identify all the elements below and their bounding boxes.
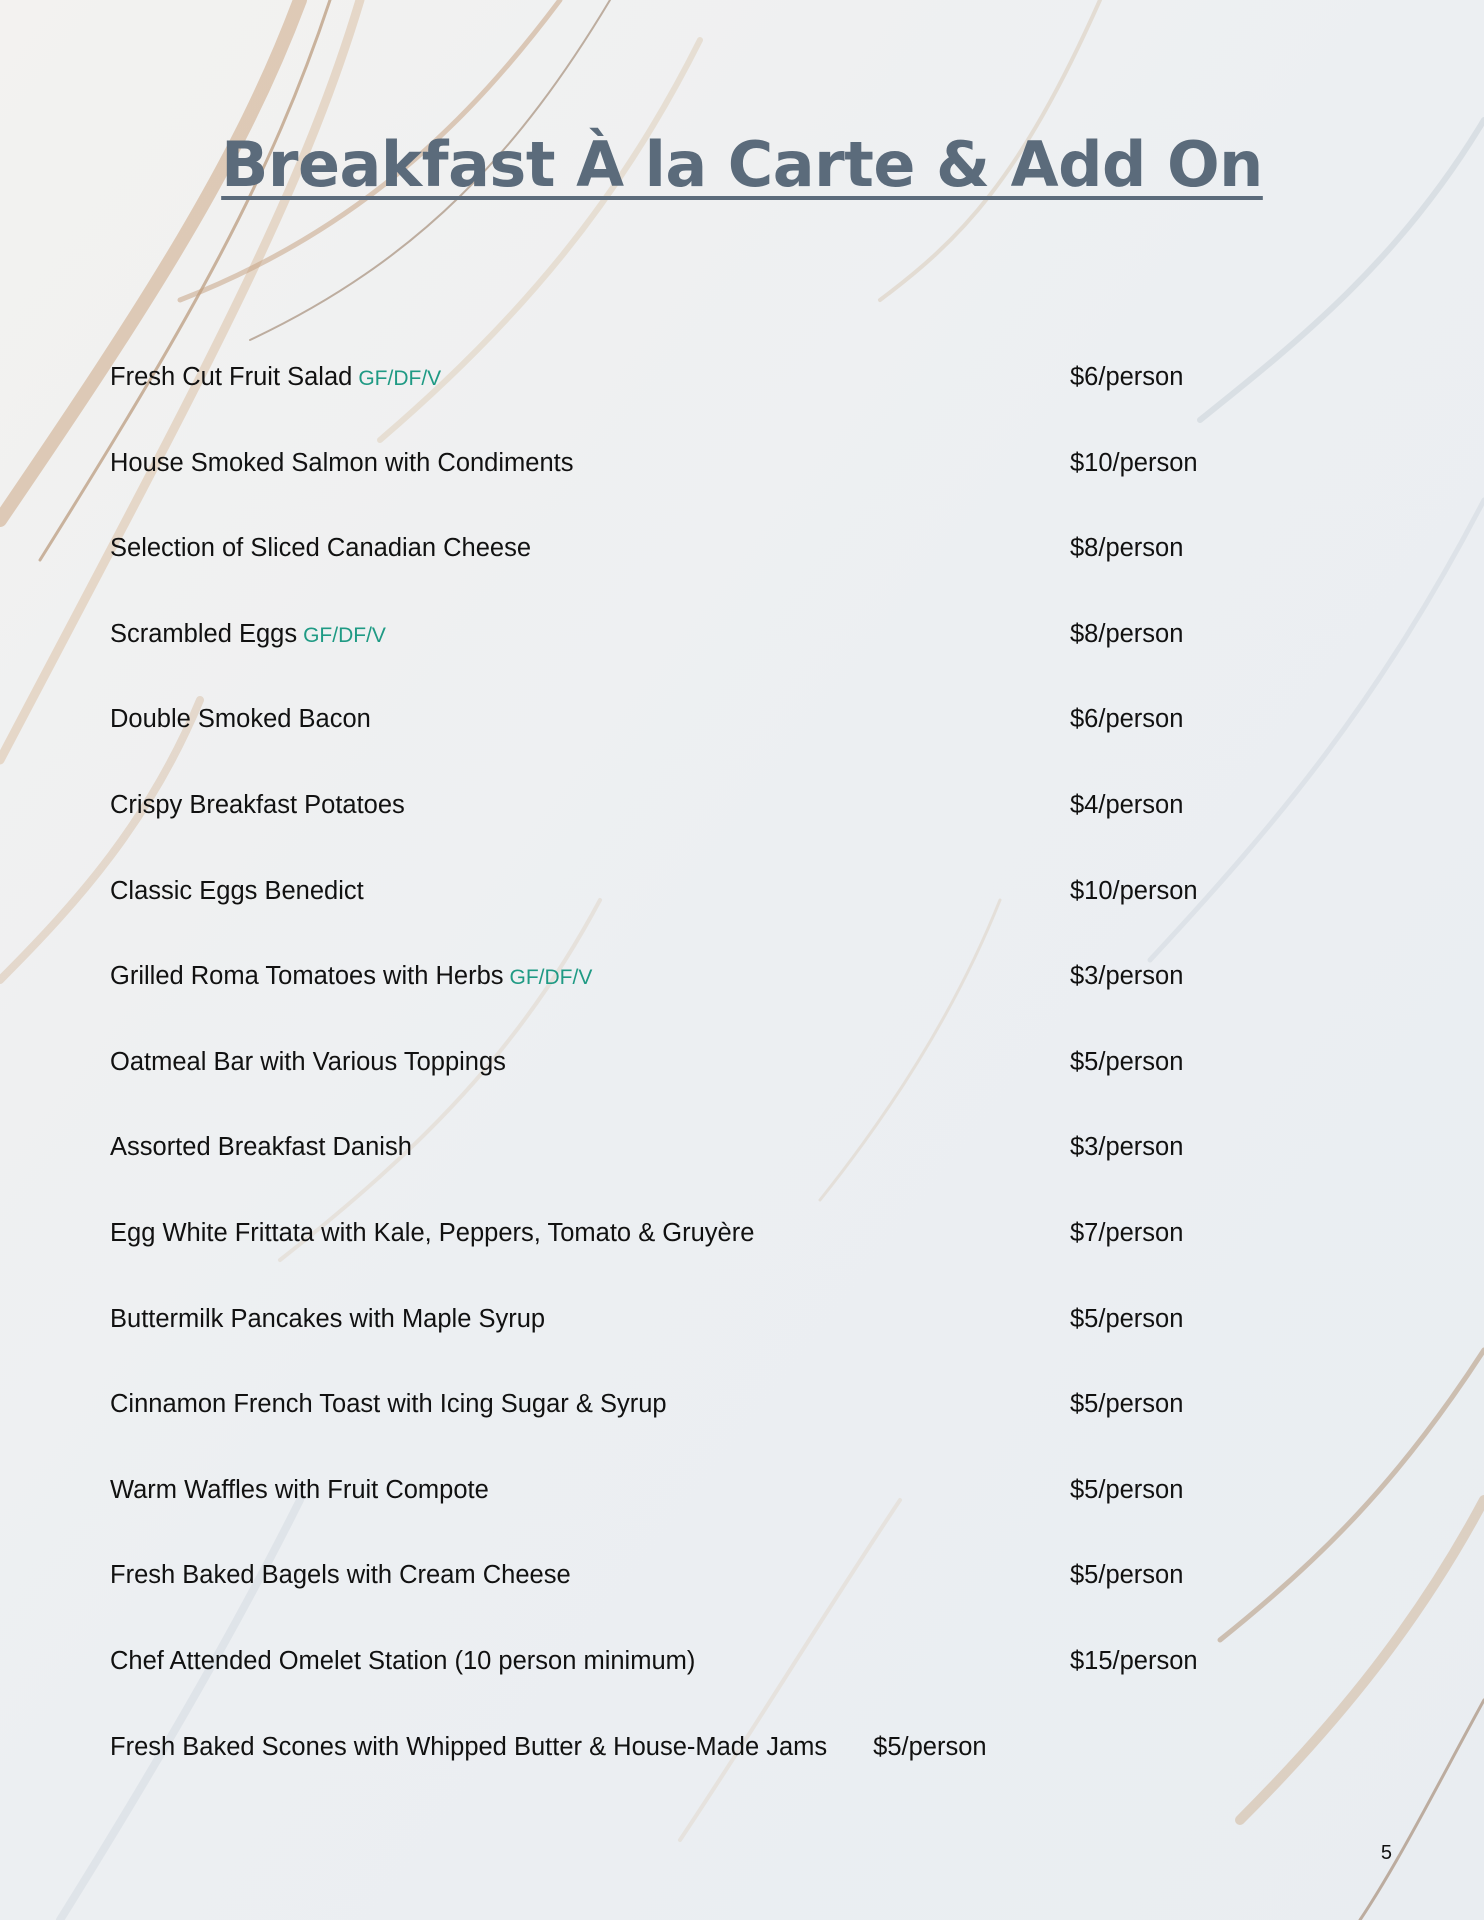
item-price: $5/person (1070, 1304, 1184, 1333)
item-name: Buttermilk Pancakes with Maple Syrup (110, 1304, 546, 1333)
diet-tag: GF/DF/V (303, 623, 386, 647)
item-price: $5/person (1070, 1561, 1184, 1590)
item-name: Scrambled Eggs (110, 619, 298, 648)
item-price: $5/person (1070, 1047, 1184, 1076)
menu-item (110, 854, 1410, 940)
page-title: Breakfast À la Carte & Add On (221, 128, 1263, 201)
menu-item (110, 1710, 1410, 1796)
item-name: Fresh Baked Scones with Whipped Butter & House-Made Jams (110, 1732, 828, 1761)
menu-item (110, 511, 1410, 597)
item-name: Grilled Roma Tomatoes with Herbs (110, 962, 504, 991)
item-price: $5/person (873, 1732, 987, 1761)
menu-item (110, 426, 1410, 512)
item-name: Selection of Sliced Canadian Cheese (110, 534, 532, 563)
item-price: $3/person (1070, 962, 1184, 991)
item-name: Warm Waffles with Fruit Compote (110, 1475, 489, 1504)
item-name: Chef Attended Omelet Station (10 person minimum) (110, 1646, 696, 1675)
menu-item (110, 1196, 1410, 1282)
item-price: $8/person (1070, 534, 1184, 563)
item-name: Cinnamon French Toast with Icing Sugar & Syrup (110, 1390, 667, 1419)
menu-item (110, 597, 1410, 683)
menu-item (110, 1538, 1410, 1624)
menu-item (110, 1282, 1410, 1368)
item-price: $10/person (1070, 448, 1198, 477)
item-price: $15/person (1070, 1646, 1198, 1675)
menu-item (110, 1110, 1410, 1196)
item-name: Egg White Frittata with Kale, Peppers, Tomato & Gruyère (110, 1218, 755, 1247)
item-name: Double Smoked Bacon (110, 705, 371, 734)
item-price: $10/person (1070, 876, 1198, 905)
menu-list (110, 340, 1410, 1795)
menu-item (110, 939, 1410, 1025)
item-name: Fresh Cut Fruit Salad (110, 363, 353, 391)
item-price: $5/person (1070, 1475, 1184, 1504)
menu-item (110, 1624, 1410, 1710)
item-price: $6/person (1070, 363, 1184, 391)
menu-item (110, 340, 1410, 426)
item-name: Oatmeal Bar with Various Toppings (110, 1047, 506, 1076)
menu-item (110, 1367, 1410, 1453)
item-name: Crispy Breakfast Potatoes (110, 790, 405, 819)
item-name: House Smoked Salmon with Condiments (110, 448, 574, 477)
item-price: $8/person (1070, 619, 1184, 648)
page-number: 5 (1380, 1842, 1392, 1864)
item-name: Classic Eggs Benedict (110, 876, 364, 905)
menu-item (110, 682, 1410, 768)
item-price: $7/person (1070, 1218, 1184, 1247)
diet-tag: GF/DF/V (358, 367, 442, 390)
item-name: Fresh Baked Bagels with Cream Cheese (110, 1561, 571, 1590)
menu-item (110, 1453, 1410, 1539)
menu-item (110, 768, 1410, 854)
item-price: $4/person (1070, 790, 1184, 819)
item-name: Assorted Breakfast Danish (110, 1133, 412, 1162)
item-price: $6/person (1070, 705, 1184, 734)
diet-tag: GF/DF/V (509, 966, 593, 990)
menu-item (110, 1025, 1410, 1111)
item-price: $3/person (1070, 1133, 1184, 1162)
item-price: $5/person (1070, 1390, 1184, 1419)
